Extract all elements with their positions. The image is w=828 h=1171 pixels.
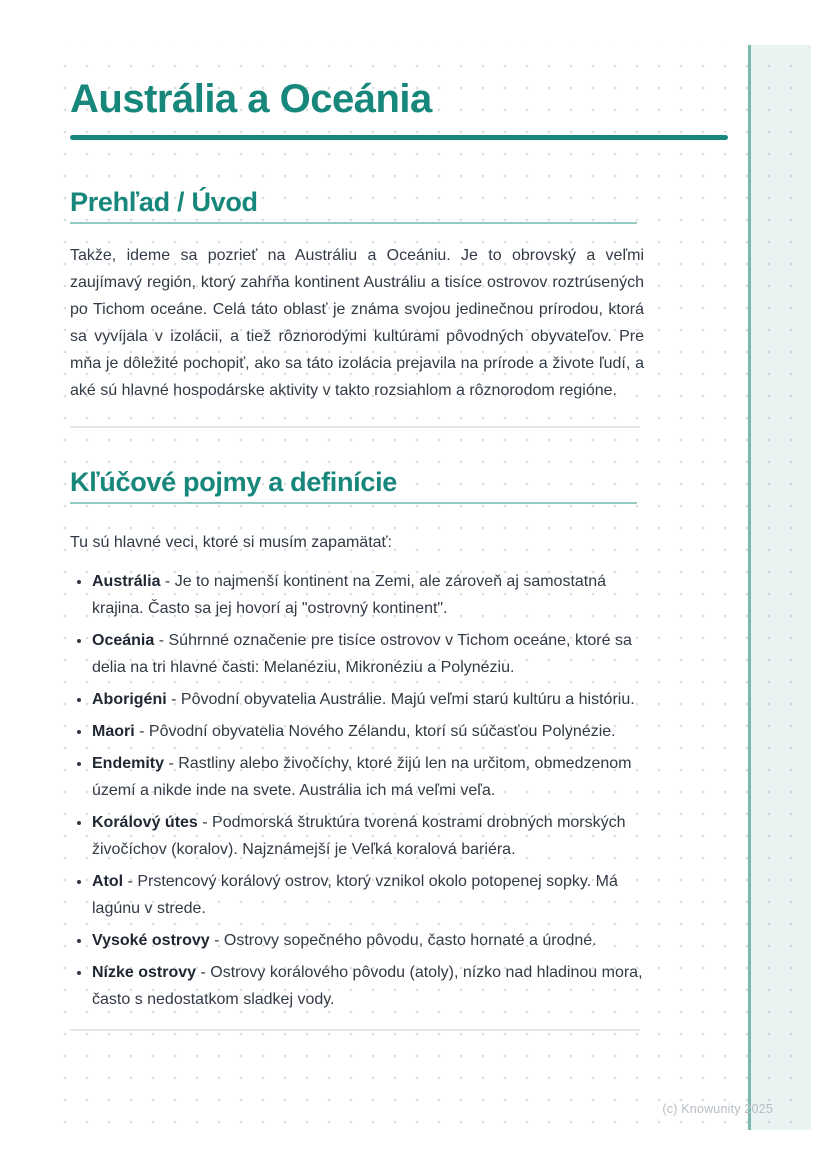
list-item xyxy=(92,686,644,713)
term-label: Nízke ostrovy xyxy=(92,964,197,981)
list-item xyxy=(92,568,644,622)
term-label: Austrália xyxy=(92,573,161,590)
list-item xyxy=(92,927,644,954)
term-label: Oceánia xyxy=(92,632,155,649)
term-label: Maori xyxy=(92,723,135,740)
copyright-footer: (c) Knowunity 2025 xyxy=(662,1102,773,1116)
term-definition: - Podmorská štruktúra tvorená kostrami drobných morských živočíchov (koralov). Najznámejší je Veľká koralová bariéra. xyxy=(92,814,626,858)
list-item xyxy=(92,718,644,745)
term-label: Korálový útes xyxy=(92,814,198,831)
key-terms-list xyxy=(70,568,644,1013)
term-definition: - Ostrovy korálového pôvodu (atoly), nízko nad hladinou mora, často s nedostatkom sladkej vody. xyxy=(92,964,643,1008)
section-divider-bottom xyxy=(70,1029,640,1031)
page-margin-strip xyxy=(748,45,811,1130)
list-item xyxy=(92,959,644,1013)
term-label: Endemity xyxy=(92,755,165,772)
term-definition: - Súhrnné označenie pre tisíce ostrovov v Tichom oceáne, ktoré sa delia na tri hlavné časti: Melanéziu, Mikronéziu a Polynéziu. xyxy=(92,632,632,676)
term-definition: - Prstencový korálový ostrov, ktorý vznikol okolo potopenej sopky. Má lagúnu v strede. xyxy=(92,873,618,917)
term-label: Vysoké ostrovy xyxy=(92,932,210,949)
section-overview-heading: Prehľad / Úvod xyxy=(70,187,258,217)
title-rule xyxy=(70,135,728,140)
section-overview-paragraph: Takže, ideme sa pozrieť na Austráliu a Oceániu. Je to obrovský a veľmi zaujímavý región, ktorý zahŕňa kontinent Austráliu a tisíce ostrovov roztrúsených po Tichom oceáne. Celá táto oblasť je známa svojou jedinečnou prírodou, ktorá sa vyvíjala v izolácii, a tiež rôznorodými kultúrami pôvodných obyvateľov. Pre mňa je dôležité pochopiť, ako sa táto izolácia prejavila na prírode a živote ľudí, a aké sú hlavné hospodárske aktivity v takto rozsiahlom a rôznorodom regióne. xyxy=(70,247,644,399)
document-page xyxy=(45,45,811,1130)
term-definition: - Je to najmenší kontinent na Zemi, ale zároveň aj samostatná krajina. Často sa jej hovorí aj "ostrovný kontinent". xyxy=(92,573,607,617)
term-definition: - Rastliny alebo živočíchy, ktoré žijú len na určitom, obmedzenom území a nikde inde na svete. Austrália ich má veľmi veľa. xyxy=(92,755,632,799)
section-overview-underline xyxy=(70,222,637,224)
term-definition: - Pôvodní obyvatelia Nového Zélandu, ktorí sú súčasťou Polynézie. xyxy=(139,723,616,740)
term-definition: - Pôvodní obyvatelia Austrálie. Majú veľmi starú kultúru a históriu. xyxy=(171,691,635,708)
list-item xyxy=(92,868,644,922)
list-item xyxy=(92,627,644,681)
section-divider-top xyxy=(70,426,640,428)
document-content xyxy=(70,45,728,1031)
document-title: Austrália a Oceánia xyxy=(70,77,432,121)
list-item xyxy=(92,809,644,863)
term-label: Aborigéni xyxy=(92,691,167,708)
section-terms-underline xyxy=(70,502,637,504)
section-terms-heading: Kľúčové pojmy a definície xyxy=(70,467,397,497)
list-item xyxy=(92,750,644,804)
term-definition: - Ostrovy sopečného pôvodu, často hornaté a úrodné. xyxy=(214,932,597,949)
term-label: Atol xyxy=(92,873,124,890)
terms-list-intro: Tu sú hlavné veci, ktoré si musím zapamätať: xyxy=(70,534,392,551)
